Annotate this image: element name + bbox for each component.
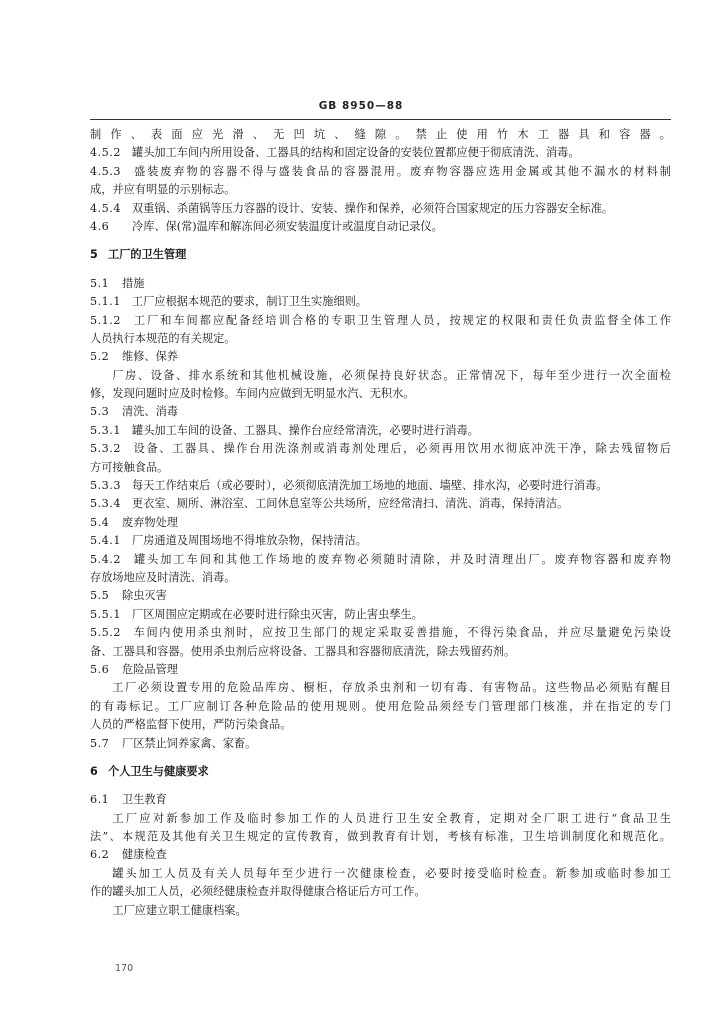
clause-number: 5.4.2 bbox=[90, 552, 121, 566]
clause-5-5-2 bbox=[90, 624, 671, 642]
clause-text: 冷库、保(常)温库和解冻间必须安装温度计或温度自动记录仪。 bbox=[132, 219, 443, 233]
clause-number: 5.1.1 bbox=[90, 295, 121, 309]
clause-text: 盛装废弃物的容器不得与盛装食品的容器混用。废弃物容器应选用金属或其他不漏水的材料制 bbox=[132, 164, 671, 178]
clause-text: 双重锅、杀菌锅等压力容器的设计、安装、操作和保养，必须符合国家规定的压力容器安全标准。 bbox=[132, 201, 614, 215]
clause-number: 5.2 bbox=[90, 350, 110, 364]
standard-code-header: GB 8950—88 bbox=[318, 100, 404, 112]
clause-number: 4.5.2 bbox=[90, 146, 121, 160]
clause-number: 5.5.2 bbox=[90, 626, 121, 640]
section-title-text: 工厂的卫生管理 bbox=[108, 248, 187, 262]
clause-number: 4.6 bbox=[90, 219, 110, 233]
text-line: 罐头加工人员及有关人员每年至少进行一次健康检查，必要时接受临时检查。新参加或临时参加工 bbox=[112, 866, 671, 880]
clause-text: 清洗、消毒 bbox=[122, 405, 178, 419]
text-line: 修，发现问题时应及时检修。车间内应做到无明显水汽、无积水。 bbox=[90, 387, 415, 401]
clause-text: 厂房通道及周围场地不得堆放杂物，保持清洁。 bbox=[132, 534, 367, 548]
clause-4-5-3 bbox=[90, 163, 671, 181]
text-line: 存放场地应及时清洗、消毒。 bbox=[90, 570, 236, 584]
clause-6-2 bbox=[90, 846, 671, 864]
clause-5-4-1 bbox=[90, 532, 671, 550]
clause-5-3-2 bbox=[90, 440, 671, 458]
clause-6-1 bbox=[90, 791, 671, 809]
clause-4-5-4 bbox=[90, 200, 671, 218]
clause-5-1 bbox=[90, 275, 671, 293]
clause-text: 厂区禁止饲养家禽、家畜。 bbox=[122, 736, 257, 750]
clause-text: 罐头加工车间内所用设备、工器具的结构和固定设备的安装位置都应便于彻底清洗、消毒。 bbox=[132, 146, 580, 160]
clause-text: 更衣室、厕所、淋浴室、工间休息室等公共场所，应经常清扫、清洗、消毒，保持清洁。 bbox=[132, 497, 569, 511]
clause-number: 5.1.2 bbox=[90, 313, 121, 327]
clause-text: 罐头加工车间和其他工作场地的废弃物必须随时清除，并及时清理出厂。废弃物容器和废弃物 bbox=[132, 552, 671, 566]
clause-number: 5.7 bbox=[90, 736, 110, 750]
clause-number: 5.4.1 bbox=[90, 534, 121, 548]
header-rule bbox=[90, 119, 671, 120]
text-line: 作的罐头加工人员，必须经健康检查并取得健康合格证后方可工作。 bbox=[90, 885, 426, 899]
clause-number: 5.3.1 bbox=[90, 423, 121, 437]
text-line: 方可接触食品。 bbox=[90, 460, 169, 474]
clause-5-1-2 bbox=[90, 312, 671, 330]
clause-number: 4.5.4 bbox=[90, 201, 121, 215]
clause-text: 除虫灭害 bbox=[122, 589, 167, 603]
clause-5-4 bbox=[90, 514, 671, 532]
clause-number: 5.1 bbox=[90, 276, 110, 290]
text-line: 人员执行本规范的有关规定。 bbox=[90, 331, 236, 345]
section-6-title bbox=[90, 763, 671, 781]
section-number: 6 bbox=[90, 764, 98, 778]
text-line: 工厂应建立职工健康档案。 bbox=[112, 903, 247, 917]
text-line: 的有毒标记。工厂应制订各种危险品的使用规则。使用危险品须经专门管理部门核准，并在指定的专门 bbox=[90, 699, 671, 713]
clause-number: 5.5 bbox=[90, 589, 110, 603]
clause-text: 工厂应根据本规范的要求，制订卫生实施细则。 bbox=[132, 295, 367, 309]
text-line: 人员的严格监督下使用，严防污染食品。 bbox=[90, 718, 292, 732]
clause-number: 5.3.4 bbox=[90, 497, 121, 511]
clause-text: 车间内使用杀虫剂时，应按卫生部门的规定采取妥善措施，不得污染食品，并应尽量避免污染设 bbox=[132, 626, 671, 640]
text-line: 备、工器具和容器。使用杀虫剂后应将设备、工器具和容器彻底清洗，除去残留药剂。 bbox=[90, 644, 516, 658]
clause-5-3-4 bbox=[90, 495, 671, 513]
text-line: 成，并应有明显的示别标志。 bbox=[90, 183, 236, 197]
text-line: 厂房、设备、排水系统和其他机械设施，必须保持良好状态。正常情况下，每年至少进行一次全面检 bbox=[112, 368, 671, 382]
clause-number: 5.4 bbox=[90, 515, 110, 529]
clause-text: 每天工作结束后（或必要时），必须彻底清洗加工场地的地面、墙壁、排水沟，必要时进行消毒。 bbox=[132, 479, 608, 493]
section-number: 5 bbox=[90, 248, 98, 262]
text-line: 工厂必须设置专用的危险品库房、橱柜，存放杀虫剂和一切有毒、有害物品。这些物品必须贴有醒目 bbox=[112, 681, 671, 695]
clause-5-3-1 bbox=[90, 422, 671, 440]
clause-4-6 bbox=[90, 218, 671, 236]
clause-text: 卫生教育 bbox=[122, 793, 167, 807]
clause-number: 5.5.1 bbox=[90, 607, 121, 621]
clause-number: 5.3.3 bbox=[90, 479, 121, 493]
clause-5-3 bbox=[90, 403, 671, 421]
clause-text: 工厂和车间都应配备经培训合格的专职卫生管理人员，按规定的权限和责任负责监督全体工作 bbox=[132, 313, 671, 327]
clause-number: 5.3 bbox=[90, 405, 110, 419]
clause-5-2 bbox=[90, 348, 671, 366]
clause-text: 健康检查 bbox=[122, 848, 167, 862]
clause-number: 6.1 bbox=[90, 793, 110, 807]
page-number: 170 bbox=[115, 963, 134, 974]
clause-5-3-3 bbox=[90, 477, 671, 495]
text-line: 法”、本规范及其他有关卫生规定的宣传教育，做到教育有计划，考核有标准，卫生培训制度化和规范化。 bbox=[90, 830, 671, 844]
clause-number: 4.5.3 bbox=[90, 164, 121, 178]
clause-text: 维修、保养 bbox=[122, 350, 178, 364]
clause-number: 6.2 bbox=[90, 848, 110, 862]
clause-5-1-1 bbox=[90, 293, 671, 311]
clause-text: 危险品管理 bbox=[122, 662, 178, 676]
text-line: 制作、表面应光滑、无凹坑、缝隙。禁止使用竹木工器具和容器。 bbox=[90, 128, 671, 141]
section-5-title bbox=[90, 246, 671, 264]
clause-5-6 bbox=[90, 661, 671, 679]
clause-5-5-1 bbox=[90, 606, 671, 624]
clause-5-5 bbox=[90, 587, 671, 605]
clause-5-7 bbox=[90, 735, 671, 753]
clause-number: 5.6 bbox=[90, 662, 110, 676]
clause-text: 措施 bbox=[122, 276, 145, 290]
clause-text: 罐头加工车间的设备、工器具、操作台应经常清洗，必要时进行消毒。 bbox=[132, 423, 479, 437]
clause-text: 厂区周围应定期或在必要时进行除虫灭害，防止害虫孳生。 bbox=[132, 607, 423, 621]
clause-number: 5.3.2 bbox=[90, 442, 121, 456]
clause-4-5-2 bbox=[90, 144, 671, 162]
document-body bbox=[90, 126, 671, 920]
clause-text: 废弃物处理 bbox=[122, 515, 178, 529]
clause-text: 设备、工器具、操作台用洗涤剂或消毒剂处理后，必须再用饮用水彻底冲洗干净，除去残留物后 bbox=[132, 442, 671, 456]
clause-5-4-2 bbox=[90, 551, 671, 569]
text-line: 工厂应对新参加工作及临时参加工作的人员进行卫生安全教育，定期对全厂职工进行“食品卫生 bbox=[112, 811, 671, 825]
section-title-text: 个人卫生与健康要求 bbox=[108, 764, 209, 778]
